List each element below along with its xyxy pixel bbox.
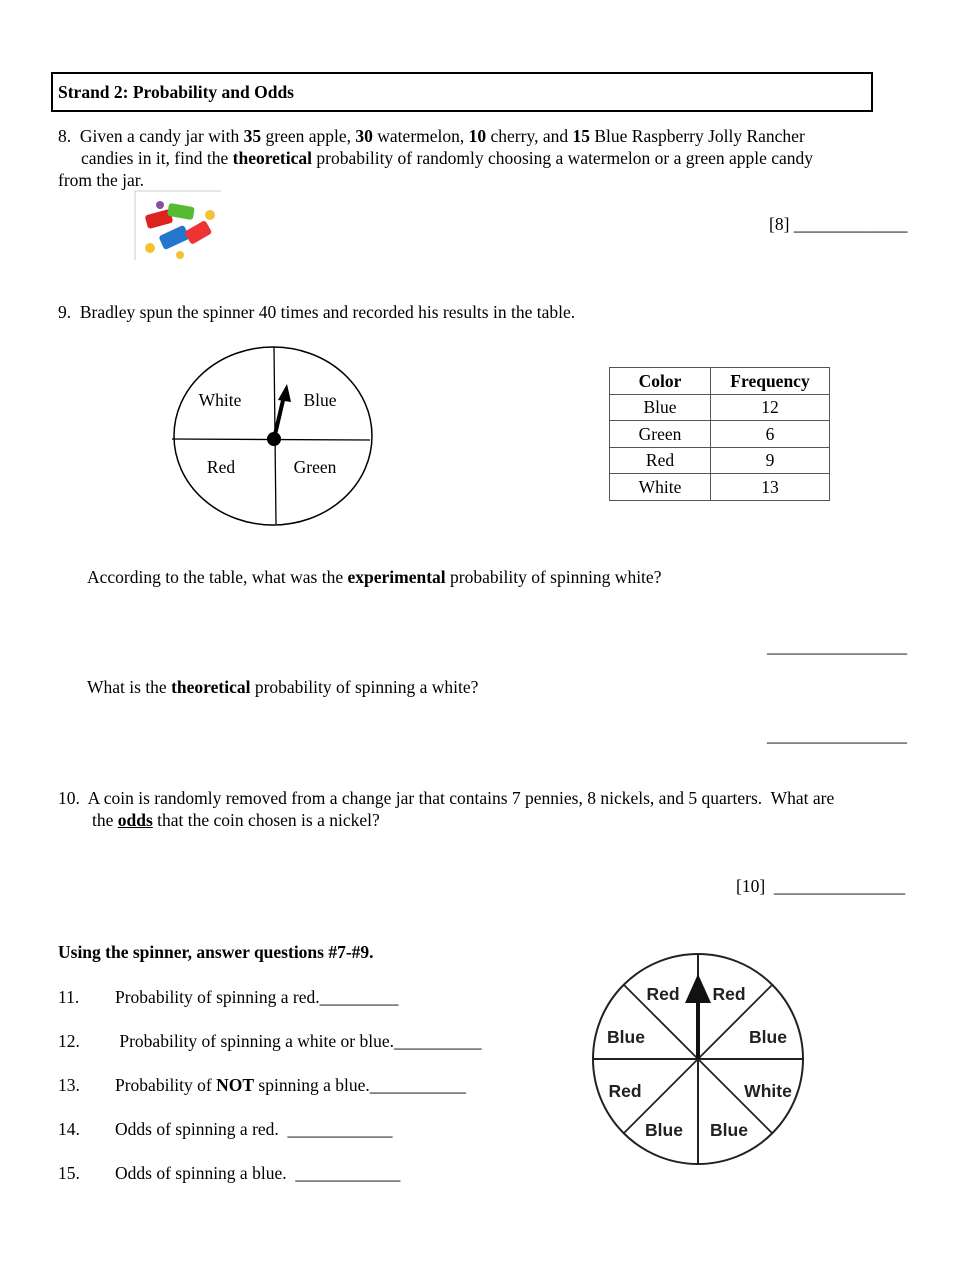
q13-text: Probability of NOT spinning a blue.___________ [115,1075,466,1095]
spinner1-label-blue: Blue [303,390,337,410]
q11-text: Probability of spinning a red._________ [115,987,399,1007]
q9-text: 9. Bradley spun the spinner 40 times and recorded his results in the table. [58,302,576,322]
q14-number: 14. [58,1119,80,1139]
spinner2-label: Red [608,1081,642,1101]
q9-answer-blank-a[interactable]: ________________ [767,636,907,656]
q14-text: Odds of spinning a red. ____________ [115,1119,393,1139]
table-row: Red 9 [610,447,830,474]
spinner2-label: Blue [645,1120,683,1140]
q8-line2: candies in it, find the theoretical probability of randomly choosing a watermelon or a green apple candy [81,148,814,168]
frequency-table [609,367,830,501]
spinner1-label-white: White [198,390,242,410]
q8-line3: from the jar. [58,170,145,190]
spinner2-label: Blue [607,1027,645,1047]
q9-answer-blank-b[interactable]: ________________ [767,725,907,745]
q8-answer-blank[interactable]: [8] _____________ [769,214,908,234]
table-row: Blue 12 [610,394,830,421]
spinner2-label: Blue [710,1120,748,1140]
table-row: White 13 [610,474,830,501]
q9-part-a: According to the table, what was the experimental probability of spinning white? [87,567,662,587]
spinner2-label: Blue [749,1027,787,1047]
q10-line2: the odds that the coin chosen is a nickel? [92,810,380,830]
q15-text: Odds of spinning a blue. ____________ [115,1163,401,1183]
q9-part-b: What is the theoretical probability of spinning a white? [87,677,479,697]
spinner-section-heading: Using the spinner, answer questions #7-#9. [58,942,374,962]
spinner-four-sections [172,347,372,525]
spinner1-label-red: Red [206,457,236,477]
table-row: Green 6 [610,421,830,448]
q11-number: 11. [58,987,80,1007]
q12-text: Probability of spinning a white or blue.__________ [115,1031,482,1051]
section-title: Strand 2: Probability and Odds [58,82,294,102]
spinner2-label: Red [712,984,746,1004]
spinner2-label: Red [646,984,680,1004]
q15-number: 15. [58,1163,80,1183]
table-header-row: Color Frequency [610,368,830,395]
spinner2-label: White [744,1081,792,1101]
spinner-eight-sections [593,954,803,1164]
q13-number: 13. [58,1075,80,1095]
q8-line1: 8. Given a candy jar with 35 green apple, 30 watermelon, 10 cherry, and 15 Blue Raspberry Jolly Rancher [58,126,805,146]
candy-image [135,191,221,260]
spinner1-label-green: Green [293,457,337,477]
q10-answer-blank[interactable]: [10] _______________ [736,876,906,896]
q10-line1: 10. A coin is randomly removed from a change jar that contains 7 pennies, 8 nickels, and 5 quarters. What are [58,788,835,808]
q12-number: 12. [58,1031,80,1051]
